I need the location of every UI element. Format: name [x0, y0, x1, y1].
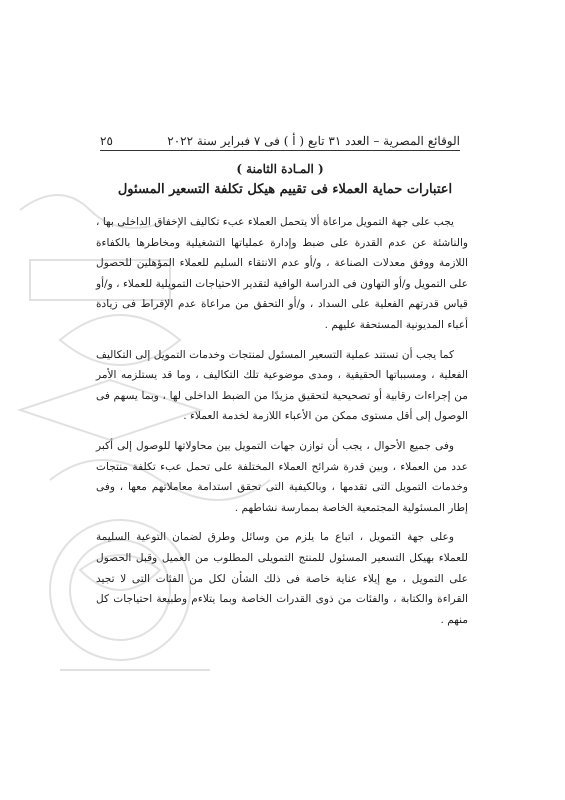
paragraph: يجب على جهة التمويل مراعاة ألا يتحمل العملاء عبء تكاليف الإخفاق الداخلى بها ، والناشئة عن عدم القدرة على ضبط وإدارة عملياتها التشغيلية ومخاطرها بالكفاءة اللازمة ووفق معدلات الصناعة ، و/أو عدم الانتقاء السليم للعملاء المؤهلين للحصول على التمويل و/أو التهاون فى الدراسة الوافية لتقدير الاحتياجات التمويلية للعملاء ، و/أو قياس قدرتهم الفعلية على السداد ، و/أو التحقق من مراعاة عدم الإفراط فى زيادة أعباء المديونية المستحقة عليهم .	[96, 216, 468, 331]
page-number: ٢٥	[100, 134, 113, 148]
header-publication: الوقائع المصرية – العدد ٣١ تابع ( أ ) فى ٧ فبراير سنة ٢٠٢٢	[167, 134, 460, 148]
page-header	[100, 128, 460, 148]
paragraph: وعلى جهة التمويل ، اتباع ما يلزم من وسائل وطرق لضمان التوعية السليمة للعملاء بهيكل التسعير المسئول للمنتج التمويلى المطلوب من العميل وقبل الحصول على التمويل ، مع إيلاء عناية خاصة فى ذلك الشأن لكل من الفئات التى لا تجيد القراءة والكتابة ، والفئات من ذوى القدرات الخاصة وبما يتلاءم وطبيعة احتياجات كل منهم .	[96, 531, 468, 626]
article-title: اعتبارات حماية العملاء فى تقييم هيكل تكلفة التسعير المسئول	[117, 182, 453, 197]
paragraph: كما يجب أن تستند عملية التسعير المسئول لمنتجات وخدمات التمويل إلى التكاليف الفعلية ، ومسبباتها الحقيقية ، ومدى موضوعية تلك التكاليف ، وما قد يستلزمه الأمر من إجراءات رقابية أو تصحيحية لتحقيق مزيدًا من الضبط الداخلى لها ، وبما يسهم فى الوصول إلى أقل مستوى ممكن من الأعباء اللازمة لخدمة العملاء .	[96, 348, 469, 423]
paragraph: وفى جميع الأحوال ، يجب أن توازن جهات التمويل بين محاولاتها للوصول إلى أكبر عدد من العملاء ، وبين قدرة شرائح العملاء المختلفة على تحمل عبء تكلفة منتجات وخدمات التمويل التى تقدمها ، وبالكيفية التى تحقق استدامة معاملاتهم معها ، وفى إطار المسئولية المجتمعية الخاصة بممارسة نشاطهم .	[96, 439, 468, 514]
article-label: ( المـادة الثامنة )	[236, 162, 324, 176]
article-body	[96, 212, 468, 639]
header-divider	[100, 150, 460, 151]
